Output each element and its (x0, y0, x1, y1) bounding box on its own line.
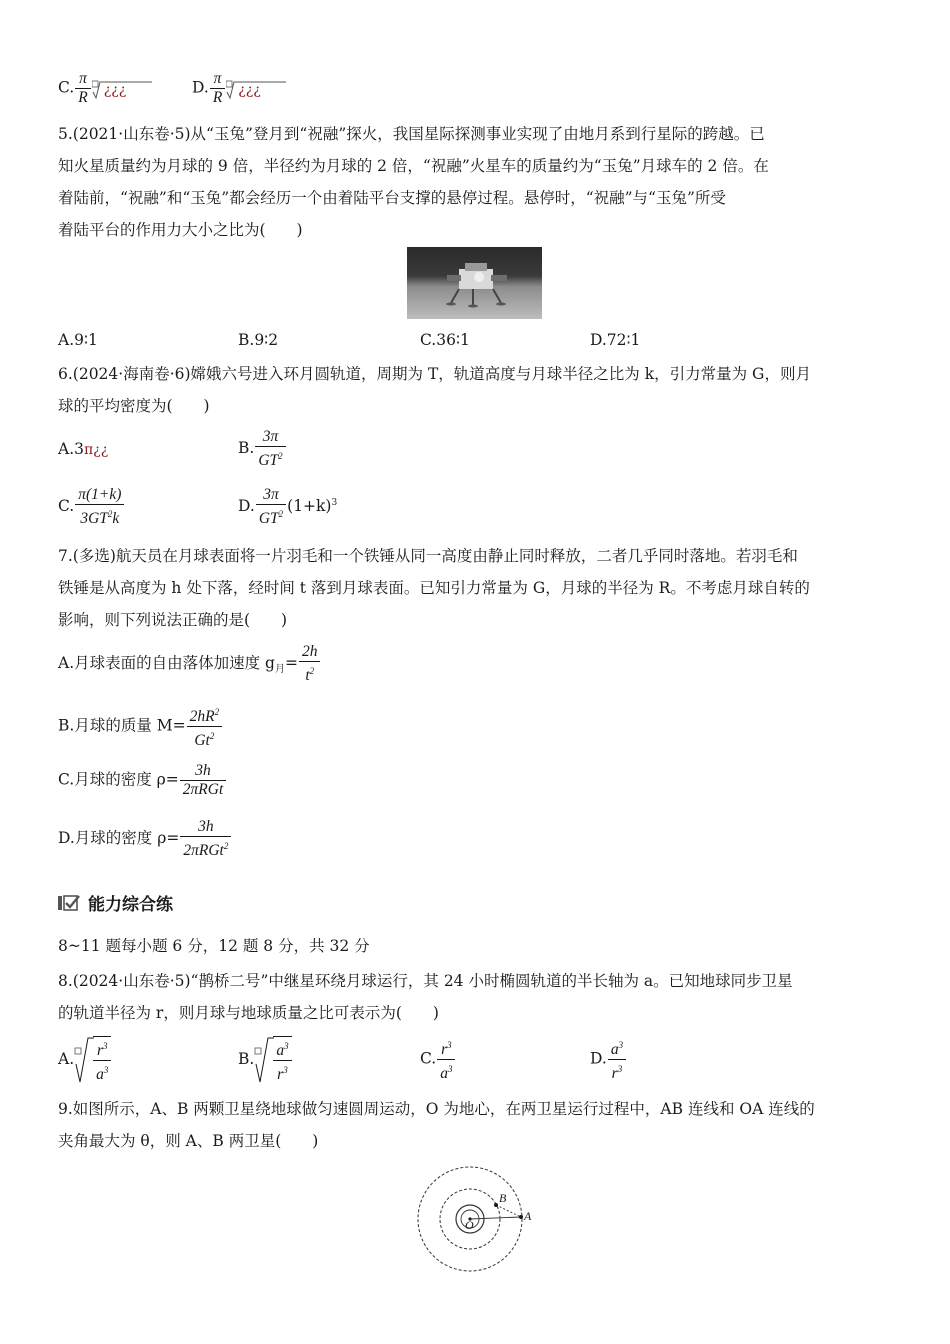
label-a: A (524, 1209, 532, 1223)
q6-text-line: 6.(2024·海南卷·6)嫦娥六号进入环月圆轨道，周期为 T，轨道高度与月球半径之比为 k，引力常量为 G，则月 (58, 365, 811, 383)
cube-root-symbol: ¿¿¿ (92, 80, 152, 98)
lunar-rover-photo (407, 247, 542, 319)
q7-option-d: D.月球的密度 ρ= $\frac{3h}{2\pi RGt^2}$ (58, 818, 232, 860)
q4-option-c (58, 70, 152, 107)
fraction: $\frac{3\pi}{GT^2}$ (255, 428, 285, 470)
q9-text-line: 9.如图所示，A、B 两颗卫星绕地球做匀速圆周运动，O 为地心，在两卫星运行过程中，AB 连线和 OA 连线的 (58, 1100, 815, 1118)
satellite-b (494, 1203, 498, 1207)
q5-option-b: B.9∶2 (238, 331, 279, 349)
fraction: $\frac{2h}{t^2}$ (299, 643, 321, 685)
q5-option-a: A.9∶1 (58, 331, 98, 349)
fraction: $\frac{a^3}{r^3}$ (608, 1036, 626, 1083)
fraction: $\frac{3h}{\text{2πRGt}}$ (180, 762, 226, 799)
q5-text-line: 着陆前，“祝融”和“玉兔”都会经历一个由着陆平台支撑的悬停过程。悬停时，“祝融”与“玉兔”所受 (58, 189, 726, 207)
fraction: $\frac{3\pi}{GT^2}$ (256, 486, 286, 528)
q8-text-line: 的轨道半径为 r，则月球与地球质量之比可表示为( ) (58, 1004, 439, 1022)
fraction: $\frac{\pi(1+k)}{3GT^2k}$ (75, 486, 124, 528)
option-label: D. (192, 78, 209, 97)
q6-text-line: 球的平均密度为( ) (58, 397, 210, 415)
q7-option-c: C.月球的密度 ρ= $\frac{3h}{\text{2πRGt}}$ (58, 762, 227, 799)
q4-option-d (192, 70, 286, 107)
fraction: $\frac{3h}{2\pi RGt^2}$ (180, 818, 231, 860)
orbit-diagram (415, 1165, 532, 1275)
section-title: 能力综合练 (88, 895, 173, 915)
fraction: $\frac{\pi}{R}$ (210, 70, 225, 107)
cube-root-symbol (74, 1036, 112, 1084)
cube-root-symbol: ¿¿¿ (226, 80, 286, 98)
q6-option-d: D. $\frac{3\pi}{GT^2}$ $(1+k)^3$ (238, 486, 338, 528)
section-subtitle: 8~11 题每小题 6 分，12 题 8 分，共 32 分 (58, 937, 370, 955)
q7-text-line: 影响，则下列说法正确的是( ) (58, 611, 288, 629)
line-oa (470, 1217, 521, 1219)
q7-option-b: B.月球的质量 M= $\frac{2hR^2}{Gt^2}$ (58, 703, 223, 750)
q5-option-c: C.36∶1 (420, 331, 470, 349)
label-b: B (499, 1191, 507, 1205)
line-ab (496, 1205, 521, 1217)
option-label: C. (58, 78, 75, 97)
label-o: O (465, 1218, 474, 1232)
q8-option-b: B. $\frac{a^3}{r^3}$ (238, 1036, 293, 1084)
fraction: $\frac{r^3}{a^3}$ (437, 1036, 455, 1083)
cube-root-symbol (254, 1036, 292, 1084)
q6-option-c: C. $\frac{\pi(1+k)}{3GT^2k}$ (58, 486, 125, 528)
q8-text-line: 8.(2024·山东卷·5)“鹊桥二号”中继星环绕月球运行，其 24 小时椭圆轨道的半长轴为 a。已知地球同步卫星 (58, 972, 793, 990)
fraction: $\frac{\pi}{R}$ (75, 70, 90, 107)
satellite-a (519, 1215, 523, 1219)
fraction: $\frac{2hR^2}{Gt^2}$ (187, 703, 222, 750)
section-header (58, 890, 173, 915)
q5-text-line: 知火星质量约为月球的 9 倍，半径约为月球的 2 倍，“祝融”火星车的质量约为“玉兔”月球车的 2 倍。在 (58, 157, 769, 175)
fraction: $\frac{a^3}{r^3}$ (273, 1036, 291, 1084)
q8-option-d: D. $\frac{a^3}{r^3}$ (590, 1036, 627, 1083)
q6-option-b: B. $\frac{3\pi}{GT^2}$ (238, 428, 287, 470)
q5-text-line: 5.(2021·山东卷·5)从“玉兔”登月到“祝融”探火，我国星际探测事业实现了由地月系到行星际的跨越。已 (58, 125, 765, 143)
q8-option-a: A. $\frac{r^3}{a^3}$ (58, 1036, 112, 1084)
q5-text-line: 着陆平台的作用力大小之比为( ) (58, 221, 303, 239)
q7-option-a: A.月球表面的自由落体加速度 $g_月=$ $\frac{2h}{t^2}$ (58, 643, 321, 685)
q6-option-a: A.3π¿¿ (58, 440, 109, 458)
q5-option-d: D.72∶1 (590, 331, 641, 349)
q7-text-line: 铁锤是从高度为 h 处下落，经时间 t 落到月球表面。已知引力常量为 G，月球的半径为 R。不考虑月球自转的 (58, 579, 810, 597)
fraction: $\frac{r^3}{a^3}$ (93, 1036, 111, 1084)
checklist-icon (58, 894, 80, 912)
q9-text-line: 夹角最大为 θ，则 A、B 两卫星( ) (58, 1132, 319, 1150)
q8-option-c: C. $\frac{r^3}{a^3}$ (420, 1036, 456, 1083)
q7-text-line: 7.(多选)航天员在月球表面将一片羽毛和一个铁锤从同一高度由静止同时释放，二者几乎同时落地。若羽毛和 (58, 547, 798, 565)
